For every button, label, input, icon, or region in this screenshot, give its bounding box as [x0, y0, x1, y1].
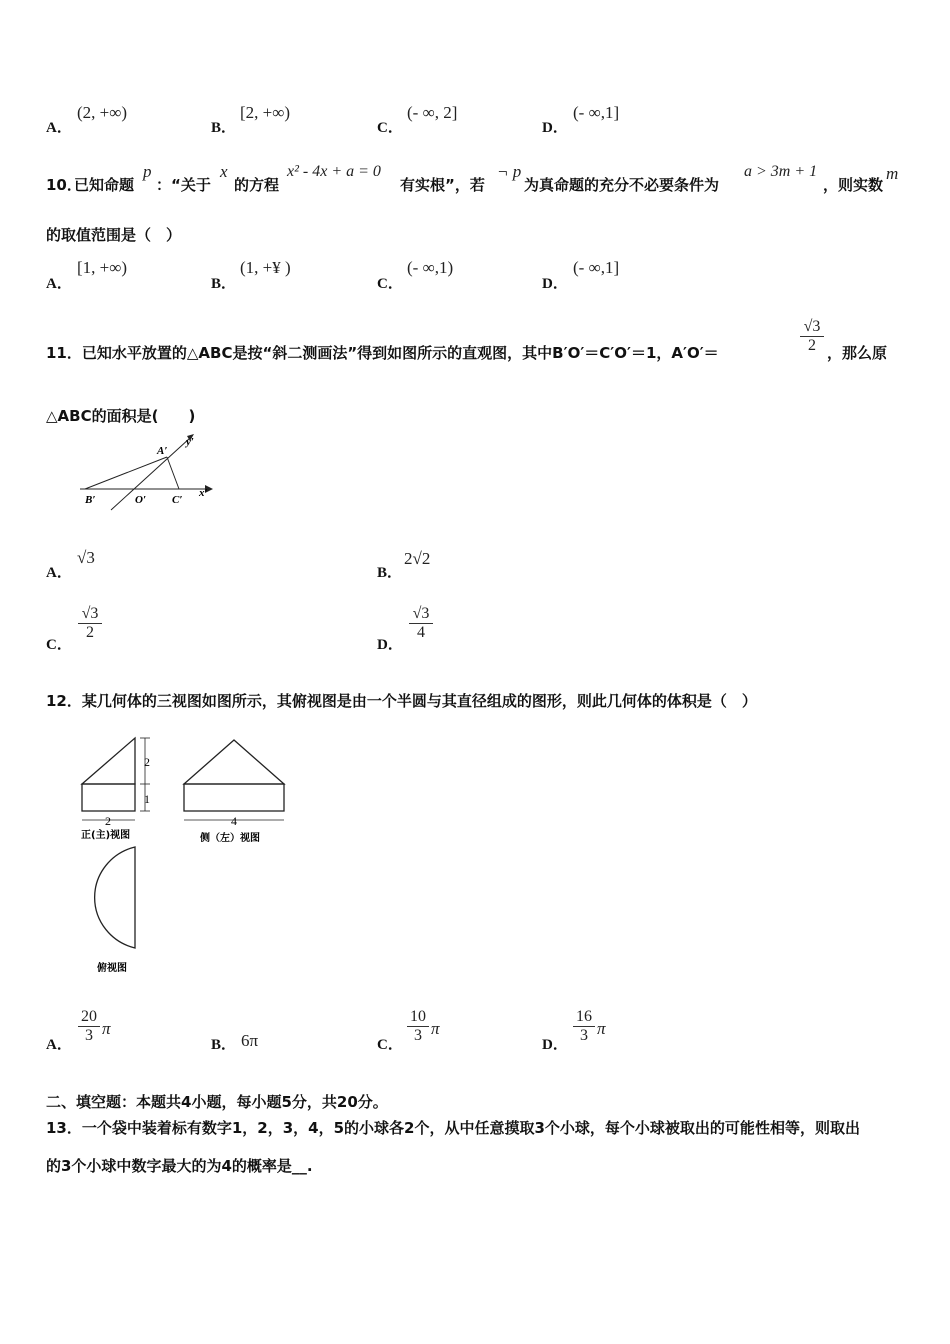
- q12-d-numerator: 16: [576, 1008, 592, 1025]
- q10-option-b-label: B．: [211, 276, 237, 292]
- q10-option-b: (1, +¥ ): [240, 258, 291, 277]
- q11-c-numerator: √3: [81, 605, 99, 622]
- segment-b-a: [85, 457, 167, 489]
- q12-option-a-fraction: [78, 1008, 100, 1046]
- front-view-label: 正(主)视图: [81, 830, 131, 841]
- label-y-prime: y′: [186, 436, 194, 448]
- q12-option-d-label: D．: [542, 1037, 568, 1053]
- q10-x: x: [220, 162, 228, 181]
- oblique-diagram: [75, 430, 215, 515]
- q13-line-2: 的3个小球中数字最大的为4的概率是__.: [46, 1157, 313, 1175]
- q10-text-1: 已知命题: [74, 176, 135, 194]
- label-b-prime: B′: [85, 494, 96, 506]
- q11-c-denominator: 2: [86, 624, 94, 642]
- q12-option-d-fraction: [573, 1008, 595, 1046]
- q12-option-c-fraction: [407, 1008, 429, 1046]
- q10-not-p: ¬ p: [497, 162, 522, 181]
- q11-fraction-denominator: 2: [808, 337, 816, 355]
- q11-fraction-numerator: √3: [803, 318, 821, 335]
- q10-option-c-label: C．: [377, 276, 403, 292]
- side-view-label: 侧（左）视图: [200, 833, 260, 844]
- dim-label-2-width: 2: [105, 814, 111, 828]
- q10-text-3: 的方程: [234, 176, 280, 194]
- q11-option-c-label: C．: [46, 637, 72, 653]
- q12-option-b-label: B．: [211, 1037, 237, 1053]
- q10-condition: a > 3m + 1: [744, 163, 818, 180]
- q12-option-a-label: A．: [46, 1037, 72, 1053]
- dim-label-2-height: 2: [144, 755, 150, 769]
- top-view-label: 俯视图: [97, 963, 127, 974]
- q12-a-numerator: 20: [81, 1008, 97, 1025]
- q11-option-a: √3: [77, 548, 95, 567]
- label-a-prime: A′: [157, 445, 168, 457]
- q11-tail: ，那么原: [827, 344, 888, 362]
- q10-number: 10．: [46, 176, 82, 194]
- q9-option-c: (- ∞, 2]: [407, 103, 458, 122]
- q13-line-1: 13．一个袋中装着标有数字1，2，3，4，5的小球各2个，从中任意摸取3个小球，每个小球被取出的可能性相等，则取出: [46, 1119, 860, 1137]
- section-2-title: 二、填空题：本题共4小题，每小题5分，共20分。: [46, 1093, 388, 1111]
- q11-d-denominator: 4: [417, 624, 425, 642]
- front-view-rect: [82, 784, 135, 811]
- q11-option-b: 2√2: [404, 549, 431, 568]
- q10-option-d-label: D．: [542, 276, 568, 292]
- q11-line-1: 11．已知水平放置的△ABC是按“斜二测画法”得到如图所示的直观图，其中B′O′＝C′O′＝1，A′O′＝: [46, 344, 719, 362]
- q10-text-6: ，则实数: [823, 176, 884, 194]
- segment-a-c: [167, 457, 179, 489]
- q9-option-b-label: B．: [211, 120, 237, 136]
- q9-option-d: (- ∞,1]: [573, 103, 620, 122]
- q12-c-denominator: 3: [414, 1027, 422, 1045]
- q11-fraction: [800, 318, 824, 356]
- q11-option-d: [409, 605, 433, 643]
- side-view-triangle: [184, 740, 284, 784]
- label-c-prime: C′: [172, 494, 183, 506]
- q10-option-d: (- ∞,1]: [573, 258, 620, 277]
- q12-option-b: 6π: [241, 1031, 259, 1050]
- q10-m: m: [886, 164, 899, 183]
- dim-label-1-height: 1: [144, 792, 150, 806]
- q9-option-d-label: D．: [542, 120, 568, 136]
- q11-option-d-label: D．: [377, 637, 403, 653]
- q11-line-2: △ABC的面积是( ): [46, 407, 196, 425]
- front-view-triangle: [82, 738, 135, 784]
- q10-text-2: ：“关于: [156, 176, 211, 194]
- q10-text-5: 为真命题的充分不必要条件为: [524, 176, 720, 194]
- top-view-semicircle: [95, 847, 135, 948]
- q12-c-numerator: 10: [410, 1008, 426, 1025]
- label-x-prime: x′: [199, 487, 208, 499]
- q10-text-4: 有实根”，若: [400, 176, 485, 194]
- q12-d-denominator: 3: [580, 1027, 588, 1045]
- q12-option-c-label: C．: [377, 1037, 403, 1053]
- q9-option-a-label: A．: [46, 120, 72, 136]
- label-o-prime: O′: [135, 494, 147, 506]
- q12-d-pi: π: [597, 1019, 606, 1038]
- q12-line-1: 12．某几何体的三视图如图所示，其俯视图是由一个半圆与其直径组成的图形，则此几何体的体积是（ ）: [46, 692, 757, 710]
- q10-option-a-label: A．: [46, 276, 72, 292]
- q11-d-numerator: √3: [412, 605, 430, 622]
- q10-p: p: [143, 162, 152, 181]
- q9-option-c-label: C．: [377, 120, 403, 136]
- q9-option-a: (2, +∞): [77, 103, 128, 122]
- q10-option-a: [1, +∞): [77, 258, 128, 277]
- dim-label-4-width: 4: [231, 814, 237, 828]
- q12-c-pi: π: [431, 1019, 440, 1038]
- q9-option-b: [2, +∞): [240, 103, 291, 122]
- q11-option-a-label: A．: [46, 565, 72, 581]
- q10-equation: x² - 4x + a = 0: [287, 163, 381, 180]
- three-view-diagram: [75, 730, 295, 980]
- q11-option-b-label: B．: [377, 565, 403, 581]
- q10-option-c: (- ∞,1): [407, 258, 454, 277]
- q11-option-c: [78, 605, 102, 643]
- side-view-rect: [184, 784, 284, 811]
- q10-line-2: 的取值范围是（ ）: [46, 226, 182, 244]
- q12-a-denominator: 3: [85, 1027, 93, 1045]
- q12-a-pi: π: [102, 1019, 111, 1038]
